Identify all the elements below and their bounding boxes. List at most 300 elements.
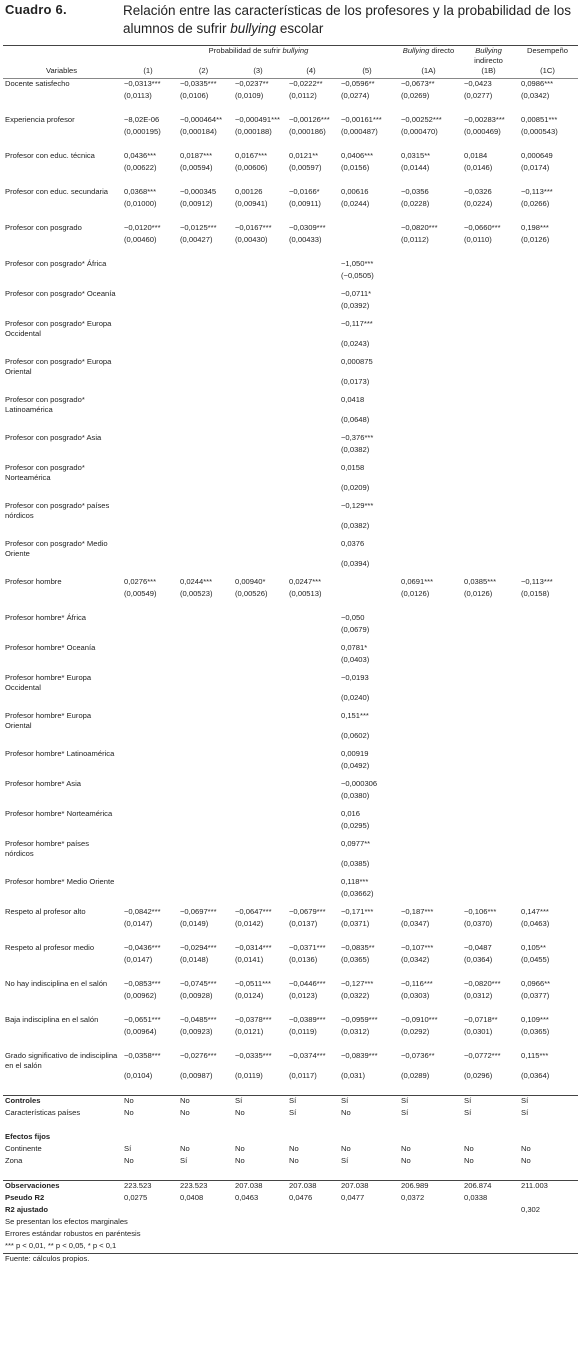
row-label-empty <box>3 271 120 289</box>
interaction-row <box>3 779 578 791</box>
coef-cell: 0,105** <box>521 943 546 952</box>
value-cell: 211.003 <box>517 1181 578 1194</box>
empty-cell <box>120 415 176 433</box>
row-label: Profesor hombre* Europa Oriental <box>5 711 92 730</box>
empty-cell <box>285 655 337 673</box>
empty-cell <box>231 839 285 859</box>
empty-cell <box>285 357 337 377</box>
row-label: Baja indisciplina en el salón <box>5 1015 99 1024</box>
value-cell: No <box>401 1156 411 1165</box>
se-cell: (0,0322) <box>341 991 370 1000</box>
empty-cell <box>460 433 517 445</box>
empty-cell <box>176 643 231 655</box>
row-label-empty <box>3 377 120 395</box>
empty-cell <box>517 779 578 791</box>
row-label-empty <box>3 1071 120 1096</box>
se-row <box>3 761 578 779</box>
empty-cell <box>231 395 285 415</box>
coef-cell: −0,0326 <box>464 187 492 196</box>
row-label-empty <box>3 301 120 319</box>
value-cell: 206.989 <box>397 1181 460 1194</box>
empty-cell <box>120 463 176 483</box>
coef-cell: −0,0423 <box>464 79 492 88</box>
empty-cell <box>176 749 231 761</box>
se-row <box>3 731 578 749</box>
empty-cell <box>285 289 337 301</box>
coef-cell: −0,000491*** <box>235 115 280 124</box>
se-cell: (0,0382) <box>341 445 370 454</box>
row-label: No hay indisciplina en el salón <box>5 979 108 988</box>
coef-cell: −0,0959*** <box>341 1015 378 1024</box>
empty-cell <box>176 483 231 501</box>
empty-cell <box>231 433 285 445</box>
se-cell: (0,00433) <box>289 235 322 244</box>
value-cell: No <box>464 1144 474 1153</box>
se-cell: (0,00526) <box>235 589 268 598</box>
se-cell: (0,0209) <box>341 483 370 492</box>
row-label: Profesor con posgrado* países nórdicos <box>5 501 110 520</box>
se-row <box>3 559 578 577</box>
value-cell: No <box>289 1144 299 1153</box>
value-cell: Sí <box>231 1096 285 1109</box>
empty-cell <box>460 539 517 559</box>
empty-cell <box>176 301 231 319</box>
empty-cell <box>231 259 285 271</box>
interaction-row <box>3 319 578 339</box>
value-cell <box>517 1193 578 1205</box>
empty-cell <box>120 761 176 779</box>
coef-cell: 0,0247*** <box>289 577 322 586</box>
coef-cell: −0,0910*** <box>401 1015 438 1024</box>
row-label: Profesor con educ. técnica <box>5 151 95 160</box>
se-cell: (0,000543) <box>521 127 558 136</box>
se-cell: (0,00622) <box>124 163 157 172</box>
se-cell: (0,0292) <box>401 1027 430 1036</box>
empty-cell <box>285 749 337 761</box>
empty-cell <box>517 319 578 339</box>
row-label: Experiencia profesor <box>5 115 75 124</box>
value-cell: 206.874 <box>460 1181 517 1194</box>
se-cell: (0,0146) <box>464 163 493 172</box>
value-cell: Sí <box>397 1096 460 1109</box>
empty-cell <box>517 559 578 577</box>
se-cell: (0,0463) <box>521 919 550 928</box>
se-cell: (0,0243) <box>341 339 370 348</box>
empty-cell <box>460 779 517 791</box>
empty-cell <box>517 433 578 445</box>
empty-cell <box>231 779 285 791</box>
row-label: Profesor con posgrado* Oceanía <box>5 289 116 298</box>
empty-cell <box>120 889 176 907</box>
interaction-row <box>3 289 578 301</box>
empty-cell <box>285 859 337 877</box>
row-label: Profesor hombre* África <box>5 613 87 622</box>
empty-cell <box>120 301 176 319</box>
coef-cell: −0,0335*** <box>235 1051 272 1060</box>
empty-cell <box>231 319 285 339</box>
value-cell: 207.038 <box>231 1181 285 1194</box>
empty-cell <box>460 877 517 889</box>
coef-cell: 0,00616 <box>341 187 369 196</box>
se-cell: (0,0109) <box>235 91 264 100</box>
row-label: Pseudo R2 <box>5 1193 45 1202</box>
row-label-empty <box>3 791 120 809</box>
empty-cell <box>285 395 337 415</box>
empty-cell <box>517 731 578 749</box>
value-cell: 0,0408 <box>180 1193 204 1202</box>
coef-cell: −0,0485*** <box>180 1015 217 1024</box>
empty-cell <box>285 301 337 319</box>
empty-cell <box>176 339 231 357</box>
spacer <box>337 1168 397 1181</box>
empty-cell <box>176 859 231 877</box>
empty-cell <box>397 731 460 749</box>
empty-cell <box>397 289 460 301</box>
empty-cell <box>285 839 337 859</box>
empty-cell <box>517 877 578 889</box>
coef-cell: −0,0374*** <box>289 1051 326 1060</box>
coef-cell: −0,376*** <box>341 433 374 442</box>
value-cell: No <box>124 1108 134 1117</box>
empty-cell <box>460 731 517 749</box>
empty-cell <box>231 1132 285 1144</box>
empty-cell <box>231 673 285 693</box>
empty-cell <box>176 501 231 521</box>
row-label: Profesor hombre* Latinoamérica <box>5 749 115 758</box>
row-label: Profesor con posgrado* Europa Occidental <box>5 319 112 338</box>
value-cell: No <box>341 1108 351 1117</box>
coef-cell: 0,0368*** <box>124 187 157 196</box>
table-note: Se presentan los efectos marginales <box>5 1217 128 1226</box>
value-cell: Sí <box>517 1096 578 1109</box>
se-cell: (0,0126) <box>401 589 430 598</box>
empty-cell <box>517 625 578 643</box>
empty-cell <box>397 673 460 693</box>
coef-cell: −0,00252*** <box>401 115 442 124</box>
empty-cell <box>285 643 337 655</box>
empty-cell <box>120 821 176 839</box>
se-cell: (0,0277) <box>464 91 493 100</box>
empty-cell <box>285 559 337 577</box>
empty-cell <box>231 859 285 877</box>
efectos-label: Efectos fijos <box>5 1132 51 1141</box>
se-cell: (0,000195) <box>124 127 161 136</box>
se-cell: (0,00430) <box>235 235 268 244</box>
row-label-empty <box>3 919 120 943</box>
empty-cell <box>120 259 176 271</box>
se-cell: (0,00549) <box>124 589 157 598</box>
empty-cell <box>120 643 176 655</box>
row-label-empty <box>3 445 120 463</box>
row-label: Respeto al profesor alto <box>5 907 86 916</box>
row-label-empty <box>3 589 120 613</box>
se-row <box>3 859 578 877</box>
coef-cell: −0,117*** <box>341 319 373 328</box>
empty-cell <box>120 559 176 577</box>
empty-cell <box>120 433 176 445</box>
empty-cell <box>397 761 460 779</box>
empty-cell <box>460 643 517 655</box>
col-header: (1B) <box>460 66 517 79</box>
empty-cell <box>397 877 460 889</box>
se-row <box>3 693 578 711</box>
coef-cell: 0,0436*** <box>124 151 157 160</box>
se-cell: (0,0364) <box>464 955 493 964</box>
coef-cell: −0,00161*** <box>341 115 382 124</box>
se-row <box>3 127 578 151</box>
row-label-empty <box>3 1027 120 1051</box>
table-note: Errores estándar robustos en paréntesis <box>5 1229 141 1238</box>
row-label-empty <box>3 761 120 779</box>
coef-cell <box>337 223 397 235</box>
coef-cell: −0,113*** <box>521 187 553 196</box>
interaction-row <box>3 501 578 521</box>
se-row <box>3 235 578 259</box>
coef-cell: 0,0315** <box>401 151 431 160</box>
coef-cell: 0,0406*** <box>341 151 374 160</box>
se-cell: (0,000186) <box>289 127 326 136</box>
value-cell: 0,0477 <box>341 1193 365 1202</box>
coef-cell: −0,0820*** <box>464 979 501 988</box>
row-label: Respeto al profesor medio <box>5 943 95 952</box>
se-cell: (0,0149) <box>180 919 209 928</box>
interaction-row <box>3 809 578 821</box>
row-label: Profesor con posgrado* Norteamérica <box>5 463 85 482</box>
empty-cell <box>517 301 578 319</box>
row-label: Profesor con posgrado <box>5 223 82 232</box>
empty-cell <box>460 693 517 711</box>
note-row <box>3 1241 578 1254</box>
se-row <box>3 377 578 395</box>
empty-cell <box>285 877 337 889</box>
coef-cell: −0,0842*** <box>124 907 161 916</box>
empty-cell <box>460 761 517 779</box>
empty-cell <box>397 625 460 643</box>
table-row <box>3 79 578 92</box>
value-cell: No <box>464 1156 474 1165</box>
empty-cell <box>120 693 176 711</box>
se-cell: (0,0392) <box>341 301 370 310</box>
empty-cell <box>120 395 176 415</box>
empty-cell <box>517 821 578 839</box>
coef-cell: −0,0820*** <box>401 223 438 232</box>
se-cell: (0,00606) <box>235 163 268 172</box>
empty-cell <box>460 357 517 377</box>
empty-cell <box>231 877 285 889</box>
empty-cell <box>176 791 231 809</box>
row-label-empty <box>3 859 120 877</box>
value-cell: No <box>521 1156 531 1165</box>
se-row <box>3 791 578 809</box>
empty-cell <box>285 445 337 463</box>
col-header: (4) <box>285 66 337 79</box>
se-cell: (0,0370) <box>464 919 493 928</box>
row-label-empty <box>3 559 120 577</box>
empty-cell <box>176 693 231 711</box>
coef-cell: −0,0436*** <box>124 943 161 952</box>
coef-cell: −0,0839*** <box>341 1051 378 1060</box>
coef-cell: −0,0718** <box>464 1015 498 1024</box>
coef-cell: 0,00126 <box>235 187 263 196</box>
value-cell: Sí <box>337 1096 397 1109</box>
value-cell: Sí <box>180 1156 188 1165</box>
se-cell: (0,0110) <box>464 235 492 244</box>
empty-cell <box>397 693 460 711</box>
empty-cell <box>517 445 578 463</box>
table-row <box>3 1144 578 1156</box>
coef-cell: −0,000306 <box>341 779 378 788</box>
se-cell: (0,0156) <box>341 163 370 172</box>
coef-cell: −0,0120*** <box>124 223 161 232</box>
value-cell: Sí <box>521 1108 529 1117</box>
empty-cell <box>120 271 176 289</box>
row-label: Profesor con educ. secundaria <box>5 187 108 196</box>
empty-cell <box>285 761 337 779</box>
se-cell: (0,0141) <box>235 955 264 964</box>
se-cell: (0,00912) <box>180 199 213 208</box>
empty-cell <box>460 749 517 761</box>
se-cell: (0,0394) <box>341 559 370 568</box>
group-header-indirecto: Bullying indirecto <box>460 46 517 67</box>
row-label-empty <box>3 693 120 711</box>
coef-cell: −0,00283*** <box>464 115 505 124</box>
empty-cell <box>397 791 460 809</box>
row-label-empty <box>3 127 120 151</box>
empty-cell <box>397 559 460 577</box>
value-cell: Sí <box>285 1096 337 1109</box>
se-cell: (0,00911) <box>289 199 321 208</box>
se-cell: (0,0240) <box>341 693 370 702</box>
empty-cell <box>517 483 578 501</box>
se-cell: (0,000188) <box>235 127 272 136</box>
se-cell: (0,0296) <box>464 1071 493 1080</box>
empty-cell <box>176 463 231 483</box>
empty-cell <box>231 821 285 839</box>
empty-cell <box>176 625 231 643</box>
empty-cell <box>120 809 176 821</box>
row-label: Profesor con posgrado* Latinoamérica <box>5 395 85 414</box>
empty-cell <box>176 521 231 539</box>
spacer <box>120 1168 176 1181</box>
empty-cell <box>120 731 176 749</box>
empty-cell <box>397 301 460 319</box>
coef-cell: −0,0487 <box>464 943 492 952</box>
row-label-empty <box>3 731 120 749</box>
value-cell: No <box>289 1156 299 1165</box>
interaction-row <box>3 711 578 731</box>
value-cell <box>460 1205 517 1217</box>
empty-cell <box>176 357 231 377</box>
empty-cell <box>285 501 337 521</box>
se-row <box>3 163 578 187</box>
spacer <box>176 1168 231 1181</box>
table-row <box>3 943 578 955</box>
empty-cell <box>460 1132 517 1144</box>
se-row <box>3 415 578 433</box>
spacer <box>397 1120 460 1132</box>
coef-cell: −0,0358*** <box>124 1051 161 1060</box>
empty-cell <box>460 625 517 643</box>
empty-cell <box>517 761 578 779</box>
se-row <box>3 483 578 501</box>
interaction-row <box>3 643 578 655</box>
se-cell: (0,0385) <box>341 859 370 868</box>
coef-cell: −0,0511*** <box>235 979 271 988</box>
empty-cell <box>397 779 460 791</box>
empty-cell <box>120 501 176 521</box>
empty-cell <box>120 539 176 559</box>
empty-cell <box>460 301 517 319</box>
spacer-row <box>3 1168 578 1181</box>
coef-cell: −0,0651*** <box>124 1015 161 1024</box>
empty-cell <box>517 839 578 859</box>
se-cell: (0,0124) <box>235 991 264 1000</box>
value-cell: No <box>235 1144 245 1153</box>
empty-cell <box>231 731 285 749</box>
table-number: Cuadro 6. <box>5 2 67 17</box>
value-cell: Sí <box>341 1156 349 1165</box>
empty-cell <box>517 643 578 655</box>
value-cell: No <box>235 1156 245 1165</box>
empty-cell <box>231 889 285 907</box>
coef-cell: 0,0158 <box>341 463 365 472</box>
coef-cell: −0,0335*** <box>180 79 217 88</box>
coef-cell: 0,016 <box>341 809 361 818</box>
value-cell <box>231 1205 285 1217</box>
value-cell: Sí <box>401 1108 409 1117</box>
coef-cell: −0,0389*** <box>289 1015 326 1024</box>
empty-cell <box>460 821 517 839</box>
empty-cell <box>285 463 337 483</box>
empty-cell <box>397 521 460 539</box>
interaction-row <box>3 749 578 761</box>
se-cell: (0,00962) <box>124 991 157 1000</box>
empty-cell <box>231 643 285 655</box>
se-cell: (0,01000) <box>124 199 157 208</box>
row-label: Profesor hombre* Europa Occidental <box>5 673 92 692</box>
spacer <box>285 1120 337 1132</box>
empty-cell <box>176 839 231 859</box>
se-cell: (0,00523) <box>180 589 213 598</box>
empty-cell <box>397 655 460 673</box>
empty-cell <box>285 821 337 839</box>
empty-cell <box>397 319 460 339</box>
interaction-row <box>3 259 578 271</box>
value-cell: No <box>235 1108 245 1117</box>
interaction-row <box>3 613 578 625</box>
interaction-row <box>3 463 578 483</box>
value-cell: 0,0372 <box>401 1193 425 1202</box>
coef-cell: −0,106*** <box>464 907 497 916</box>
regression-table <box>3 45 578 1266</box>
table-row <box>3 577 578 589</box>
empty-cell <box>120 483 176 501</box>
empty-cell <box>517 791 578 809</box>
empty-cell <box>397 821 460 839</box>
interaction-row <box>3 673 578 693</box>
empty-cell <box>285 1132 337 1144</box>
empty-cell <box>397 613 460 625</box>
fuente-row <box>3 1254 578 1267</box>
coef-cell: 0,0966** <box>521 979 551 988</box>
se-cell: (0,0492) <box>341 761 370 770</box>
row-label: Características países <box>5 1108 81 1117</box>
empty-cell <box>231 501 285 521</box>
coef-cell: −0,0314*** <box>235 943 272 952</box>
value-cell: 223.523 <box>176 1181 231 1194</box>
table-row <box>3 1108 578 1120</box>
se-cell: (0,00941) <box>235 199 268 208</box>
